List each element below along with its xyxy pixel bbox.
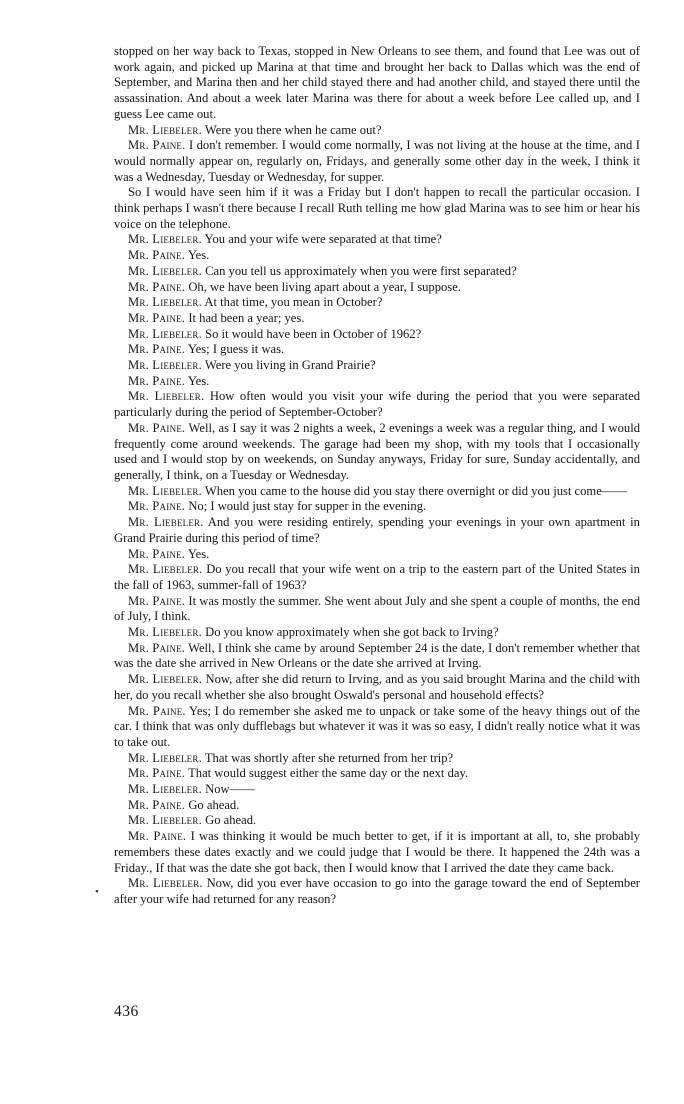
margin-mark: • [95, 886, 99, 898]
speaker-label: Mr. Liebeler. [128, 515, 204, 530]
transcript-paragraph [114, 374, 640, 390]
transcript-paragraph [114, 704, 640, 751]
transcript-paragraph [114, 358, 640, 374]
speaker-label: Mr. Paine. [128, 640, 186, 655]
paragraph-text: Now, after she did return to Irving, and as you said brought Marina and the child with her, do you recall whether she also brought Oswald's personal and household effects? [114, 672, 640, 702]
transcript-paragraph [114, 248, 640, 264]
speaker-label: Mr. Paine. [128, 248, 186, 263]
paragraph-text: No; I would just stay for supper in the evening. [188, 499, 427, 514]
speaker-label: Mr. Liebeler. [128, 813, 202, 828]
transcript-paragraph [114, 829, 640, 876]
paragraph-text: stopped on her way back to Texas, stopped in New Orleans to see them, and found that Lee was out of work again, and picked up Marina at that time and brought her back to Dallas which was the end of September, and Marina then and her child stayed there and had another child, and stayed there until the assassination. And about a week later Marina was there for about a week before Lee called up, and I guess Lee came out. [114, 44, 640, 121]
paragraph-text: Yes. [187, 546, 210, 561]
transcript-paragraph [114, 295, 640, 311]
transcript-paragraph [114, 562, 640, 593]
speaker-label: Mr. Liebeler. [128, 232, 202, 247]
speaker-label: Mr. Liebeler. [128, 672, 203, 687]
paragraph-text: You and your wife were separated at that time? [204, 232, 442, 247]
speaker-label: Mr. Paine. [128, 593, 186, 608]
page-number: 436 [114, 1003, 139, 1020]
paragraph-text: Yes. [187, 248, 210, 263]
transcript-paragraph [114, 547, 640, 563]
speaker-label: Mr. Paine. [128, 420, 186, 435]
transcript-paragraph [114, 44, 640, 123]
paragraph-text: I don't remember. I would come normally, I was not living at the house at the time, and I would normally appear on, regularly on, Fridays, and generally some other day in the week, I think it was a Wednesday, Tuesday or Wednesday, for supper. [114, 138, 640, 184]
speaker-label: Mr. Paine. [128, 797, 186, 812]
paragraph-text: So it would have been in October of 1962? [205, 326, 422, 341]
transcript-paragraph [114, 594, 640, 625]
transcript-paragraph [114, 766, 640, 782]
paragraph-text: Do you know approximately when she got back to Irving? [205, 625, 499, 640]
paragraph-text: Well, I think she came by around September 24 is the date, I don't remember whether that was the date she arrived in New Orleans or the date she arrived at Irving. [114, 640, 640, 671]
speaker-label: Mr. Paine. [128, 703, 186, 718]
speaker-label: Mr. Paine. [128, 546, 186, 561]
speaker-label: Mr. Liebeler. [128, 483, 202, 498]
transcript-paragraph [114, 499, 640, 515]
speaker-label: Mr. Liebeler. [128, 562, 203, 577]
speaker-label: Mr. Liebeler. [128, 295, 202, 310]
paragraph-text: At that time, you mean in October? [204, 295, 383, 310]
paragraph-text: Can you tell us approximately when you were first separated? [205, 263, 517, 278]
paragraph-text: Yes; I guess it was. [187, 342, 285, 357]
speaker-label: Mr. Liebeler. [128, 358, 202, 373]
transcript-paragraph [114, 123, 640, 139]
speaker-label: Mr. Liebeler. [128, 625, 202, 640]
speaker-label: Mr. Liebeler. [128, 876, 203, 891]
speaker-label: Mr. Paine. [128, 310, 186, 325]
paragraph-text: Yes. [187, 373, 210, 388]
speaker-label: Mr. Liebeler. [128, 389, 205, 404]
transcript-paragraph [114, 641, 640, 672]
speaker-label: Mr. Liebeler. [128, 263, 202, 278]
speaker-label: Mr. Paine. [128, 342, 186, 357]
paragraph-text: Oh, we have been living apart about a year, I suppose. [188, 279, 461, 294]
transcript-paragraph [114, 672, 640, 703]
transcript-paragraph [114, 751, 640, 767]
speaker-label: Mr. Paine. [128, 138, 186, 153]
paragraph-text: Well, as I say it was 2 nights a week, 2 evenings a week was a regular thing, and I would frequently come around weekends. The garage had been my shop, with my tools that I occasionally used and I would stop by on weekends, on Sunday anyways, Friday for sure, Sunday accidentally, and generally, I think, on a Tuesday or Wednesday. [114, 420, 640, 482]
speaker-label: Mr. Paine. [128, 279, 186, 294]
paragraph-text: I was thinking it would be much better to get, if it is important at all, to, she probably remembers these dates exactly and we could judge that I would be there. It happened the 24th was a Friday., If that was the date she got back, then I would know that I arrived the date they came back. [114, 829, 640, 875]
paragraph-text: Go ahead. [188, 797, 240, 812]
paragraph-text: Do you recall that your wife went on a trip to the eastern part of the United States in the fall of 1963, summer-fall of 1963? [114, 562, 640, 592]
transcript-paragraph [114, 421, 640, 484]
speaker-label: Mr. Paine. [128, 766, 186, 781]
speaker-label: Mr. Liebeler. [128, 750, 202, 765]
paragraph-text: That would suggest either the same day or the next day. [188, 766, 469, 781]
transcript-paragraph [114, 342, 640, 358]
paragraph-text: Now—— [205, 782, 255, 797]
paragraph-text: Go ahead. [205, 813, 257, 828]
speaker-label: Mr. Paine. [128, 829, 187, 844]
paragraph-text: When you came to the house did you stay there overnight or did you just come—— [204, 483, 628, 498]
paragraph-text: And you were residing entirely, spending your evenings in your own apartment in Grand Prairie during this period of time? [114, 515, 640, 545]
transcript-paragraph [114, 782, 640, 798]
transcript-paragraph [114, 327, 640, 343]
transcript-paragraph [114, 280, 640, 296]
transcript-paragraph [114, 484, 640, 500]
speaker-label: Mr. Liebeler. [128, 782, 202, 797]
speaker-label: Mr. Liebeler. [128, 326, 202, 341]
transcript-paragraph [114, 389, 640, 420]
paragraph-text: How often would you visit your wife during the period that you were separated particularly during the period of September-October? [114, 389, 640, 420]
speaker-label: Mr. Paine. [128, 373, 186, 388]
transcript-paragraph [114, 798, 640, 814]
transcript-paragraph [114, 311, 640, 327]
speaker-label: Mr. Liebeler. [128, 122, 202, 137]
paragraph-text: So I would have seen him if it was a Friday but I don't happen to recall the particular occasion. I think perhaps I wasn't there because I recall Ruth telling me how glad Marina was to see him or hear his voice on the telephone. [114, 185, 640, 231]
transcript-paragraph [114, 264, 640, 280]
paragraph-text: It was mostly the summer. She went about July and she spent a couple of months, the end of July, I think. [114, 593, 640, 624]
paragraph-text: That was shortly after she returned from her trip? [204, 750, 454, 765]
transcript-paragraph [114, 185, 640, 232]
transcript-paragraph [114, 232, 640, 248]
paragraph-text: It had been a year; yes. [188, 310, 305, 325]
paragraph-text: Were you living in Grand Prairie? [204, 358, 376, 373]
transcript-body [114, 44, 640, 908]
transcript-paragraph [114, 515, 640, 546]
paragraph-text: Yes; I do remember she asked me to unpack or take some of the heavy things out of the car. I think that was only dufflebags but whatever it was it was so easy, I didn't really notice what it was to take out. [114, 703, 640, 749]
paragraph-text: Now, did you ever have occasion to go into the garage toward the end of September after your wife had returned for any reason? [114, 876, 640, 906]
paragraph-text: Were you there when he came out? [204, 122, 382, 137]
transcript-paragraph [114, 625, 640, 641]
transcript-paragraph [114, 876, 640, 907]
transcript-paragraph [114, 813, 640, 829]
speaker-label: Mr. Paine. [128, 499, 186, 514]
transcript-paragraph [114, 138, 640, 185]
